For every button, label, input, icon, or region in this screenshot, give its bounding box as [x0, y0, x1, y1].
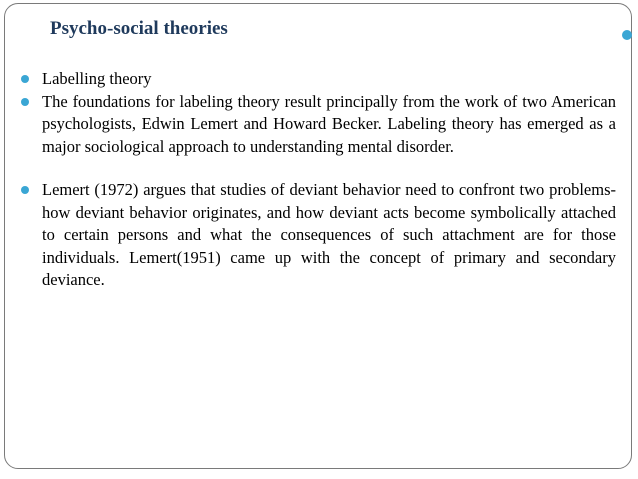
bullet-text: Lemert (1972) argues that studies of deviant behavior need to confront two problems- how deviant behavior originates, and how deviant acts become symbolically attached to certain persons and what the consequences of such attachment are for those individuals. Lemert(1951) came up with the concept of primary and secondary deviance.	[42, 180, 616, 289]
bullet-item-labelling-theory	[20, 68, 616, 91]
bullet-dot-icon	[21, 98, 29, 106]
bullet-list	[20, 68, 616, 292]
bullet-item-lemert	[20, 179, 616, 292]
bullet-dot-icon	[21, 75, 29, 83]
bullet-text: The foundations for labeling theory result principally from the work of two American psychologists, Edwin Lemert and Howard Becker. Labeling theory has emerged as a major sociological approach to understanding mental disorder.	[42, 91, 616, 156]
bullet-item-foundations	[20, 91, 616, 159]
bullet-dot-icon	[21, 186, 29, 194]
bullet-text: Labelling theory	[42, 69, 152, 88]
decorative-dot-icon	[622, 30, 632, 40]
slide-title: Psycho-social theories	[50, 18, 228, 39]
